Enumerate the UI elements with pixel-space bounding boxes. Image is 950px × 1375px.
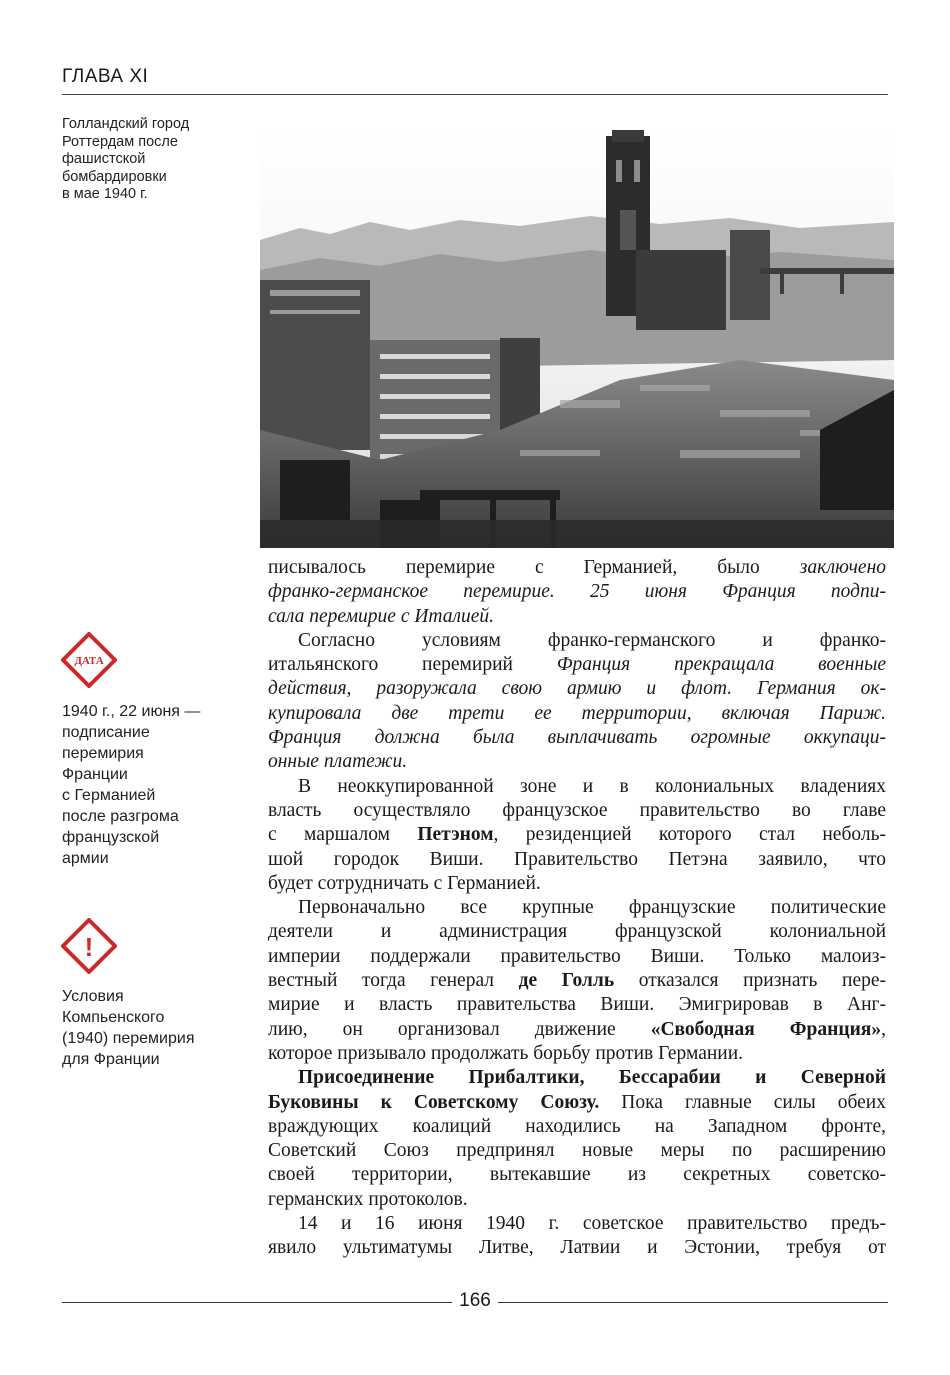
text-line: своей территории, вытекавшие из секретных советско-	[268, 1164, 886, 1186]
caption-line: Роттердам после	[62, 133, 178, 150]
main-text	[268, 556, 886, 1261]
sidenote-line: Компьенского	[62, 1009, 165, 1026]
caption-line: бомбардировки	[62, 168, 167, 185]
text-line: Франция должна была выплачивать огромные оккупаци-	[268, 727, 886, 749]
text-line: вестный тогда генерал де Голль отказался признать пере-	[268, 970, 886, 992]
text-line: шой городок Виши. Правительство Петэна заявило, что	[268, 848, 886, 870]
header-rule	[62, 94, 888, 95]
sidenote-line: с Германией	[62, 787, 156, 804]
caption-line: в мае 1940 г.	[62, 186, 148, 202]
page-number: 166	[459, 1290, 491, 1311]
text-line: Согласно условиям франко-германского и франко-	[298, 629, 886, 651]
text-line: германских протоколов.	[268, 1188, 468, 1210]
footer-rule-right	[498, 1302, 888, 1303]
caption-line: Голландский город	[62, 116, 190, 132]
sidenote-line: 1940 г., 22 июня —	[62, 703, 201, 720]
sidenote-line: Условия	[62, 988, 124, 1005]
sidenote-line: перемирия	[62, 745, 144, 762]
text-line: власть осуществляло французское правительство во главе	[268, 799, 886, 821]
text-line: 14 и 16 июня 1940 г. советское правительство предъ-	[298, 1213, 886, 1235]
warning-badge-symbol: !	[84, 932, 94, 962]
text-line: Присоединение Прибалтики, Бессарабии и Северной	[298, 1067, 886, 1089]
sidenote-line: для Франции	[62, 1051, 160, 1068]
text-line: с маршалом Петэном, резиденцией которого стал неболь-	[268, 824, 886, 846]
page-footer	[62, 1290, 888, 1314]
text-line: писывалось перемирие с Германией, было заключено	[268, 557, 886, 578]
text-line: Советский Союз предпринял новые меры по расширению	[268, 1140, 886, 1162]
sidenote-line: армии	[62, 850, 109, 867]
text-line: франко-германское перемирие. 25 июня Франция подпи-	[268, 581, 886, 603]
sidenote-line: французской	[62, 829, 160, 846]
caption-line: фашистской	[62, 151, 146, 167]
text-line: В неоккупированной зоне и в колониальных владениях	[298, 775, 886, 797]
text-line: Буковины к Советскому Союзу. Пока главные силы обеих	[268, 1091, 886, 1113]
warning-badge-icon	[61, 918, 117, 974]
text-line: деятели и администрация французской колониальной	[268, 921, 886, 943]
text-line: враждующих коалиций находились на Западном фронте,	[268, 1115, 886, 1137]
text-line: Первоначально все крупные французские политические	[298, 897, 886, 919]
date-sidenote	[62, 701, 242, 869]
text-line: империи поддержали правительство Виши. Только малоиз-	[268, 945, 886, 967]
text-line: сала перемирие с Италией.	[268, 605, 495, 627]
text-line: онные платежи.	[268, 751, 408, 773]
sidenote-line: подписание	[62, 724, 150, 741]
text-line: действия, разоружала свою армию и флот. Германия ок-	[268, 678, 886, 700]
text-line: итальянского перемирий Франция прекращала военные	[268, 654, 886, 676]
date-badge-label: ДАТА	[74, 655, 104, 667]
text-line: которое призывало продолжать борьбу против Германии.	[268, 1042, 744, 1064]
text-line: явило ультиматумы Литве, Латвии и Эстонии, требуя от	[268, 1237, 886, 1259]
figure-caption	[62, 116, 242, 204]
sidenote-line: (1940) перемирия	[62, 1030, 195, 1047]
text-line: мирие и власть правительства Виши. Эмигрировав в Анг-	[268, 994, 886, 1016]
sidenote-line: после разгрома	[62, 808, 179, 825]
rotterdam-ruins-photo	[260, 130, 894, 548]
chapter-title: ГЛАВА XI	[62, 66, 149, 87]
text-line: купировала две трети ее территории, включая Париж.	[268, 702, 886, 724]
text-line: лию, он организовал движение «Свободная Франция»,	[268, 1018, 886, 1040]
text-line: будет сотрудничать с Германией.	[268, 872, 541, 894]
warning-sidenote	[62, 986, 242, 1070]
sidenote-line: Франции	[62, 766, 128, 783]
date-badge-icon	[61, 632, 117, 688]
